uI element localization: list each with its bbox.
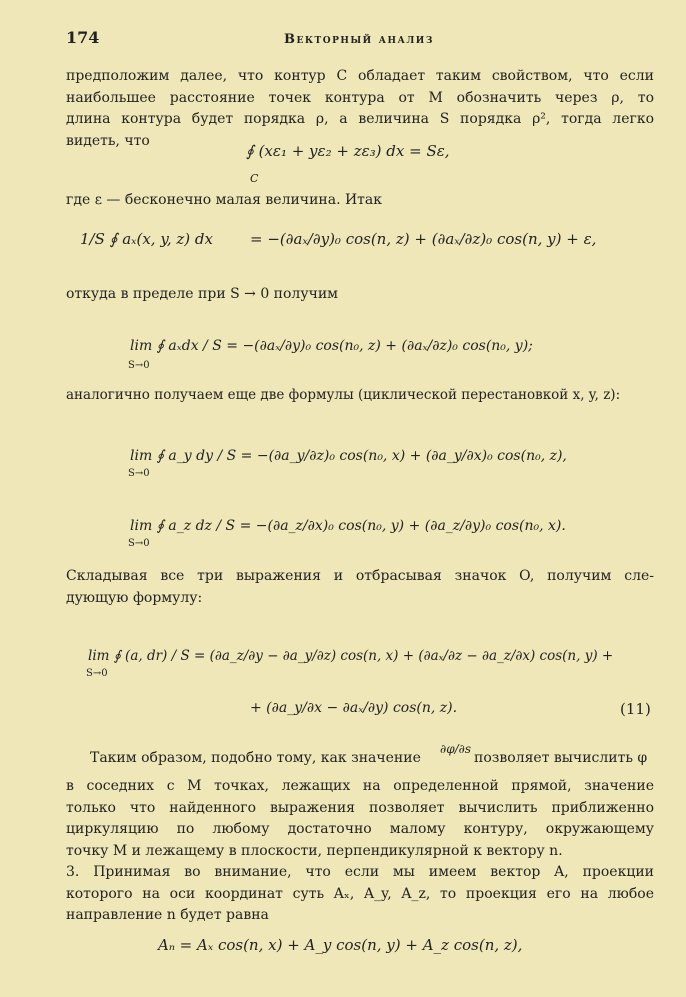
running-title: Векторный анализ: [284, 32, 434, 47]
text-line: аналогично получаем еще две формулы (циклической перестановкой x, y, z):: [66, 387, 621, 403]
text-line: только что найденного выражения позволяет вычислить приближенно: [66, 799, 654, 816]
formula-1: ∮ (xε₁ + yε₂ + zε₃) dx = Sε,: [246, 142, 450, 160]
text-line: наибольшее расстояние точек контура от M обозначить через ρ, то: [66, 89, 654, 106]
text-line: где ε — бесконечно малая величина. Итак: [66, 192, 383, 208]
text-line: в соседних с M точках, лежащих на определенной прямой, значение: [66, 778, 654, 794]
limit-subscript: S→0: [128, 538, 150, 549]
paragraph-4: [66, 385, 654, 407]
formula-5: lim ∮ a_z dz / S = −(∂a_z/∂x)₀ cos(n₀, y) + (∂a_z/∂y)₀ cos(n₀, x).: [130, 518, 566, 534]
equation-number: (11): [620, 700, 651, 718]
text-line: точку M и лежащему в плоскости, перпендикулярной к вектору n.: [66, 842, 563, 859]
text-line: откуда в пределе при S → 0 получим: [66, 286, 339, 302]
paragraph-3: [66, 284, 654, 306]
paragraph-6: [66, 776, 654, 862]
paragraph-1: [66, 66, 654, 152]
text-line: предположим далее, что контур C обладает таким свойством, что если: [66, 68, 654, 84]
text-line: 3. Принимая во внимание, что если мы имеем вектор A, проекции: [66, 864, 654, 880]
derivative-fraction: ∂φ/∂s: [440, 742, 472, 756]
text-line: направление n будет равна: [66, 907, 269, 923]
text-line: которого на оси координат суть Aₓ, A_y, A_z, то проекция его на любое: [66, 885, 654, 902]
paragraph-7: [66, 862, 654, 927]
text-line: видеть, что: [66, 132, 150, 149]
text-line: позволяет вычислить φ: [474, 750, 648, 766]
text-line: Таким образом, подобно тому, как значение: [90, 750, 421, 766]
page-number: 174: [66, 28, 100, 47]
formula-7: Aₙ = Aₓ cos(n, x) + A_y cos(n, y) + A_z cos(n, z),: [158, 936, 523, 954]
formula-2-right: = −(∂aₓ/∂y)₀ cos(n, z) + (∂aₓ/∂z)₀ cos(n, y) + ε,: [250, 230, 597, 248]
text-line: циркуляцию по любому достаточно малому контуру, окружающему: [66, 821, 654, 837]
paragraph-2: [66, 190, 654, 212]
formula-4: lim ∮ a_y dy / S = −(∂a_y/∂z)₀ cos(n₀, x) + (∂a_y/∂x)₀ cos(n₀, z),: [130, 448, 567, 464]
text-line: длина контура будет порядка ρ, а величина S порядка ρ², тогда легко: [66, 111, 654, 127]
formula-3: lim ∮ aₓdx / S = −(∂aₓ/∂y)₀ cos(n₀, z) + (∂aₓ/∂z)₀ cos(n₀, y);: [130, 338, 533, 354]
formula-6-line-2: + (∂a_y/∂x − ∂aₓ/∂y) cos(n, z).: [250, 700, 458, 716]
text-line: дующую формулу:: [66, 589, 203, 606]
limit-subscript: S→0: [128, 360, 150, 371]
contour-label: C: [250, 172, 259, 185]
limit-subscript: S→0: [128, 468, 150, 479]
formula-6-line-1: lim ∮ (a, dr) / S = (∂a_z/∂y − ∂a_y/∂z) cos(n, x) + (∂aₓ/∂z − ∂a_z/∂x) cos(n, y) +: [88, 648, 614, 664]
paragraph-5: [66, 566, 654, 609]
text-line: Складывая все три выражения и отбрасывая значок O, получим сле-: [66, 568, 654, 584]
formula-2-left: 1/S ∮ aₓ(x, y, z) dx: [80, 230, 213, 248]
limit-subscript: S→0: [86, 668, 108, 679]
